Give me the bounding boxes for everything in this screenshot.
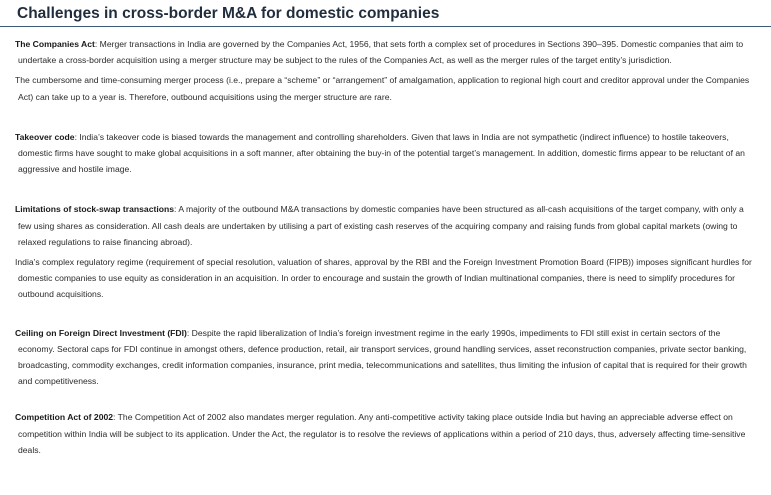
paragraph xyxy=(15,129,755,178)
paragraph-text: : Merger transactions in India are governed by the Companies Act, 1956, that sets forth a complex set of procedures in Sections 390–395. Domestic companies that aim to undertake a cross-border acquisition using a merger structure may be subject to the rules of the Companies Act, as well as the merger rules of the target entity’s jurisdiction. xyxy=(18,39,744,66)
paragraph xyxy=(15,409,755,458)
section-competition-act xyxy=(15,409,755,458)
paragraph-text: : A majority of the outbound M&A transactions by domestic companies have been structured as all-cash acquisitions of the target company, with only a few using shares as consideration. All cash deals are undertaken by utilising a part of existing cash reserves of the acquiring company and raising funds from global capital markets (owing to relaxed regulations to raise financing abroad). xyxy=(18,204,744,247)
paragraph-text: : Despite the rapid liberalization of India’s foreign investment regime in the early 1990s, impediments to FDI still exist in certain sectors of the economy. Sectoral caps for FDI continue in amongst others, defence production, retail, air transport services, ground handling services, asset reconstruction companies, private sector banking, broadcasting, commodity exchanges, credit information companies, insurance, print media, telecommunications and satellites, thus limiting the infusion of capital that is required for their growth and competitiveness. xyxy=(18,327,747,387)
paragraph xyxy=(15,254,755,303)
paragraph-text: India’s complex regulatory regime (requirement of special resolution, valuation of shares, approval by the RBI and the Foreign Investment Promotion Board (FIPB)) imposes significant hurdles for domestic companies to use equity as consideration in an acquisition. In order to encourage and sustain the growth of Indian multinational companies, there is need to simplify procedures for outbound acquisitions. xyxy=(15,257,752,300)
paragraph-text: : India’s takeover code is biased towards the management and controlling shareholders. Given that laws in India are not sympathetic (indirect influence) to hostile takeovers, domestic firms have sought to make global acquisitions in a soft manner, after obtaining the buy-in of the potential target’s management. In addition, domestic firms appear to be reluctant of an aggressive and hostile image. xyxy=(18,131,745,175)
section-stock-swap xyxy=(15,201,755,302)
paragraph xyxy=(15,72,755,104)
term-heading: Takeover code xyxy=(15,131,75,142)
paragraph xyxy=(15,36,755,68)
paragraph xyxy=(15,325,755,390)
term-heading: Ceiling on Foreign Direct Investment (FDI) xyxy=(15,327,187,338)
title-divider xyxy=(0,26,771,27)
term-heading: Competition Act of 2002 xyxy=(15,412,114,423)
term-heading: The Companies Act xyxy=(15,39,95,49)
section-fdi-ceiling xyxy=(15,325,755,390)
paragraph xyxy=(15,201,755,250)
section-companies-act xyxy=(15,36,755,105)
document-body xyxy=(15,36,755,482)
page-title: Challenges in cross-border M&A for domestic companies xyxy=(17,5,440,22)
term-heading: Limitations of stock-swap transactions xyxy=(15,204,175,215)
paragraph-text: : The Competition Act of 2002 also mandates merger regulation. Any anti-competitive activity taking place outside India but having an appreciable adverse effect on competition within India will be subject to its application. Under the Act, the regulator is to resolve the reviews of applications within a period of 210 days, thus, adversely affecting time-sensitive deals. xyxy=(18,412,746,455)
section-takeover-code xyxy=(15,129,755,178)
paragraph-text: The cumbersome and time-consuming merger process (i.e., prepare a “scheme” or “arrangement” of amalgamation, application to regional high court and creditor approval under the Companies Act) can take up to a year is. Therefore, outbound acquisitions using the merger structure are rare. xyxy=(15,75,750,102)
